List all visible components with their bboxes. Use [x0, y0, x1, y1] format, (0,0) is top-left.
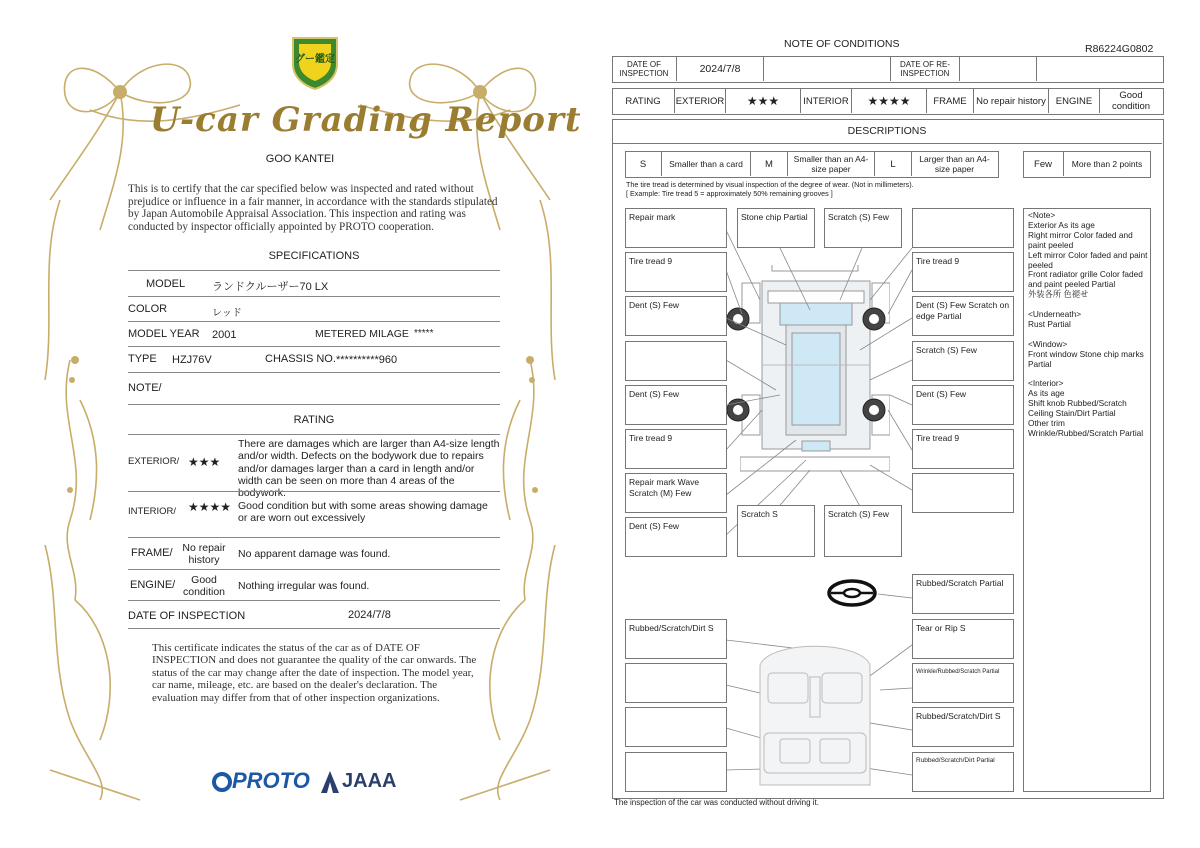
divider: [128, 628, 500, 629]
divider: [128, 296, 500, 297]
callout-label: Tire tread 9: [629, 256, 673, 266]
legend-text-few: More than 2 points: [1071, 159, 1143, 169]
callout-box: [625, 707, 727, 747]
callout-label: Repair mark Wave Scratch (M) Few: [629, 477, 700, 498]
sheet-footer-note: The inspection of the car was conducted without driving it.: [614, 798, 819, 807]
callout-box: [625, 429, 727, 469]
callout-label: Tear or Rip S: [916, 623, 966, 633]
engine-label: ENGINE/: [130, 579, 176, 591]
callout-box: [824, 505, 902, 557]
descriptions-heading: DESCRIPTIONS: [847, 125, 927, 137]
callout-label: Scratch (S) Few: [916, 345, 977, 355]
engine-label: ENGINE: [1049, 89, 1100, 113]
proto-logo-icon: [212, 772, 232, 792]
jaaa-logo-icon: [320, 770, 340, 794]
note-line: Right mirror Color faded and paint peeled: [1028, 229, 1133, 250]
chassis-label: CHASSIS NO.: [265, 353, 336, 365]
re-inspection-label: DATE OF RE-INSPECTION: [891, 57, 960, 81]
callout-box: [912, 429, 1014, 469]
tire-tread-example: [ Example: Tire tread 5 = approximately 50% remaining grooves ]: [626, 189, 833, 198]
callout-box: [912, 473, 1014, 513]
callout-box: [912, 252, 1014, 292]
type-value: HZJ76V: [172, 354, 212, 366]
note-line: Rust Partial: [1028, 318, 1071, 329]
proto-logo: PROTO: [232, 768, 310, 793]
divider: [128, 346, 500, 347]
exterior-stars: ★★★: [726, 89, 801, 113]
note-line: Shift knob Rubbed/Scratch: [1028, 398, 1127, 409]
callout-box: [625, 752, 727, 792]
frame-label: FRAME/: [131, 547, 173, 559]
model-label: MODEL: [146, 278, 186, 290]
frame-value: No repair history: [974, 89, 1049, 113]
callout-box: [625, 208, 727, 248]
chassis-value: **********960: [336, 354, 398, 366]
report-title: U-car Grading Report: [150, 100, 582, 140]
interior-label: INTERIOR: [801, 89, 852, 113]
engine-value: Good condition: [1111, 90, 1151, 112]
callout-label: Scratch S: [741, 509, 778, 519]
specifications-heading: SPECIFICATIONS: [268, 250, 360, 262]
engine-value: Good condition: [182, 574, 226, 598]
callout-box: [912, 385, 1014, 425]
badge-text: グー鑑定: [295, 54, 335, 65]
note-line: <Note>: [1028, 210, 1056, 220]
callout-box: [625, 341, 727, 381]
note-line: Other trim: [1028, 418, 1065, 429]
callout-box: [625, 473, 727, 513]
interior-description: Good condition but with some areas showing damage or are worn out excessively: [238, 500, 488, 525]
callout-box: [912, 208, 1014, 248]
date-of-inspection-label: DATE OF INSPECTION: [612, 57, 677, 81]
divider: [128, 600, 500, 601]
callout-box: [625, 663, 727, 703]
interior-stars: ★★★★: [188, 500, 232, 514]
date-of-inspection-label: DATE OF INSPECTION: [128, 610, 246, 622]
legend-text-s: Smaller than a card: [662, 152, 751, 176]
model-year-label: MODEL YEAR: [128, 328, 200, 340]
callout-box: [824, 208, 902, 248]
report-subtitle: GOO KANTEI: [265, 153, 335, 165]
callout-box: [912, 619, 1014, 659]
engine-description: Nothing irregular was found.: [238, 580, 370, 592]
interior-label: INTERIOR/: [128, 506, 177, 517]
callout-box: [625, 517, 727, 557]
note-line: Left mirror Color faded and paint peeled: [1028, 249, 1148, 270]
divider: [128, 372, 500, 373]
callout-label: Tire tread 9: [916, 433, 960, 443]
callout-label: Dent (S) Few: [629, 389, 680, 399]
callout-label: Dent (S) Few Scratch on edge Partial: [916, 300, 1010, 321]
callout-label: Wrinkle/Rubbed/Scratch Partial: [916, 669, 1000, 675]
goo-kantei-badge: [289, 32, 341, 90]
note-of-conditions-sheet: [600, 0, 1200, 848]
rating-label: RATING: [612, 89, 675, 113]
date-of-inspection-value: 2024/7/8: [348, 609, 391, 621]
divider: [128, 434, 500, 435]
divider: [128, 569, 500, 570]
certification-statement: This is to certify that the car specified below was inspected and rated without prejudice or influence in a fair manner, in accordance with the standards stipulated by Japan Automobile Appraisal Association. This inspection and rating was conducted by inspector officially appointed by PROTO cooperation.: [128, 183, 498, 233]
steering-wheel-icon: [826, 578, 878, 608]
frame-label: FRAME: [927, 89, 974, 113]
callout-label: Stone chip Partial: [741, 212, 808, 222]
type-label: TYPE: [128, 353, 157, 365]
certificate-disclaimer: This certificate indicates the status of the car as of DATE OF INSPECTION and does not guarantee the quality of the car onwards. The status of the car may change after the date of inspection. The model year, car name, mileage, etc. are based on the dealer's declaration. The evaluation may differ from that of other inspection organizations.: [152, 642, 477, 704]
sheet-title: NOTE OF CONDITIONS: [784, 38, 900, 50]
note-line: 外装各所 色褪せ: [1028, 289, 1089, 300]
callout-box: [912, 574, 1014, 614]
callout-label: Rubbed/Scratch/Dirt S: [629, 623, 714, 633]
legend-key-m: M: [751, 152, 788, 176]
callout-label: Rubbed/Scratch/Dirt S: [916, 711, 1001, 721]
mileage-label: METERED MILAGE: [315, 328, 409, 340]
date-of-inspection-value: 2024/7/8: [677, 57, 764, 81]
car-interior-diagram: [750, 635, 880, 795]
note-line: <Underneath>: [1028, 309, 1082, 320]
note-line: Ceiling Stain/Dirt Partial: [1028, 408, 1116, 419]
legend-key-s: S: [625, 152, 662, 176]
callout-label: Dent (S) Few: [916, 389, 967, 399]
model-year-value: 2001: [212, 329, 237, 341]
callout-label: Scratch (S) Few: [828, 509, 889, 519]
exterior-label: EXTERIOR/: [128, 456, 180, 467]
callout-label: Rubbed/Scratch Partial: [916, 578, 1004, 588]
tire-tread-note: The tire tread is determined by visual inspection of the degree of wear. (Not in millimeters).: [626, 180, 914, 189]
note-line: As its age: [1028, 388, 1065, 399]
legend-key-few: Few: [1023, 152, 1064, 176]
frame-value: No repair history: [182, 542, 226, 566]
callout-box: [912, 296, 1014, 336]
model-value: ランドクルーザー70 LX: [212, 281, 329, 293]
callout-box: [625, 252, 727, 292]
exterior-description: There are damages which are larger than A4-size length and/or width. Defects on the bodywork due to repairs and/or damages larger than a card in length and/or width can be seen on more than 4 areas of the bodywork.: [238, 438, 500, 500]
note-label: NOTE/: [128, 382, 162, 394]
callout-box: [625, 385, 727, 425]
notes-list: [1028, 211, 1148, 439]
legend-text-l: Larger than an A4-size paper: [919, 154, 990, 174]
callout-box: [625, 296, 727, 336]
callout-box: [912, 341, 1014, 381]
note-line: <Window>: [1028, 338, 1068, 349]
callout-label: Scratch (S) Few: [828, 212, 889, 222]
callout-box: [737, 505, 815, 557]
rating-heading: RATING: [293, 414, 335, 426]
note-line: <Interior>: [1028, 378, 1064, 389]
divider: [128, 321, 500, 322]
color-value: レッド: [212, 308, 242, 319]
frame-description: No apparent damage was found.: [238, 548, 391, 560]
callout-label: Tire tread 9: [916, 256, 960, 266]
divider: [128, 537, 500, 538]
exterior-stars: ★★★: [188, 455, 221, 469]
callout-label: Repair mark: [629, 212, 676, 222]
callout-box: [625, 619, 727, 659]
note-line: Exterior As its age: [1028, 219, 1095, 230]
interior-stars: ★★★★: [852, 89, 927, 113]
callout-box: [912, 752, 1014, 792]
exterior-label: EXTERIOR: [675, 89, 726, 113]
divider: [128, 404, 500, 405]
callout-box: [912, 707, 1014, 747]
legend-text-m: Smaller than an A4-size paper: [788, 152, 875, 176]
note-line: Front window Stone chip marks Partial: [1028, 348, 1144, 369]
jaaa-logo: JAAA: [342, 770, 397, 792]
callout-label: Tire tread 9: [629, 433, 673, 443]
callout-label: Dent (S) Few: [629, 300, 680, 310]
divider: [128, 270, 500, 271]
mileage-value: *****: [414, 328, 434, 339]
callout-label: Rubbed/Scratch/Dirt Partial: [916, 757, 995, 764]
callout-box: [737, 208, 815, 248]
notes-panel: [1023, 208, 1151, 792]
color-label: COLOR: [128, 303, 168, 315]
legend-key-l: L: [875, 152, 912, 176]
reference-number: R86224G0802: [1085, 43, 1154, 55]
callout-box: [912, 663, 1014, 703]
callout-label: Dent (S) Few: [629, 521, 680, 531]
note-line: Front radiator grille Color faded and paint peeled Partial: [1028, 269, 1143, 290]
note-line: Wrinkle/Rubbed/Scratch Partial: [1028, 427, 1144, 438]
divider: [128, 491, 500, 492]
